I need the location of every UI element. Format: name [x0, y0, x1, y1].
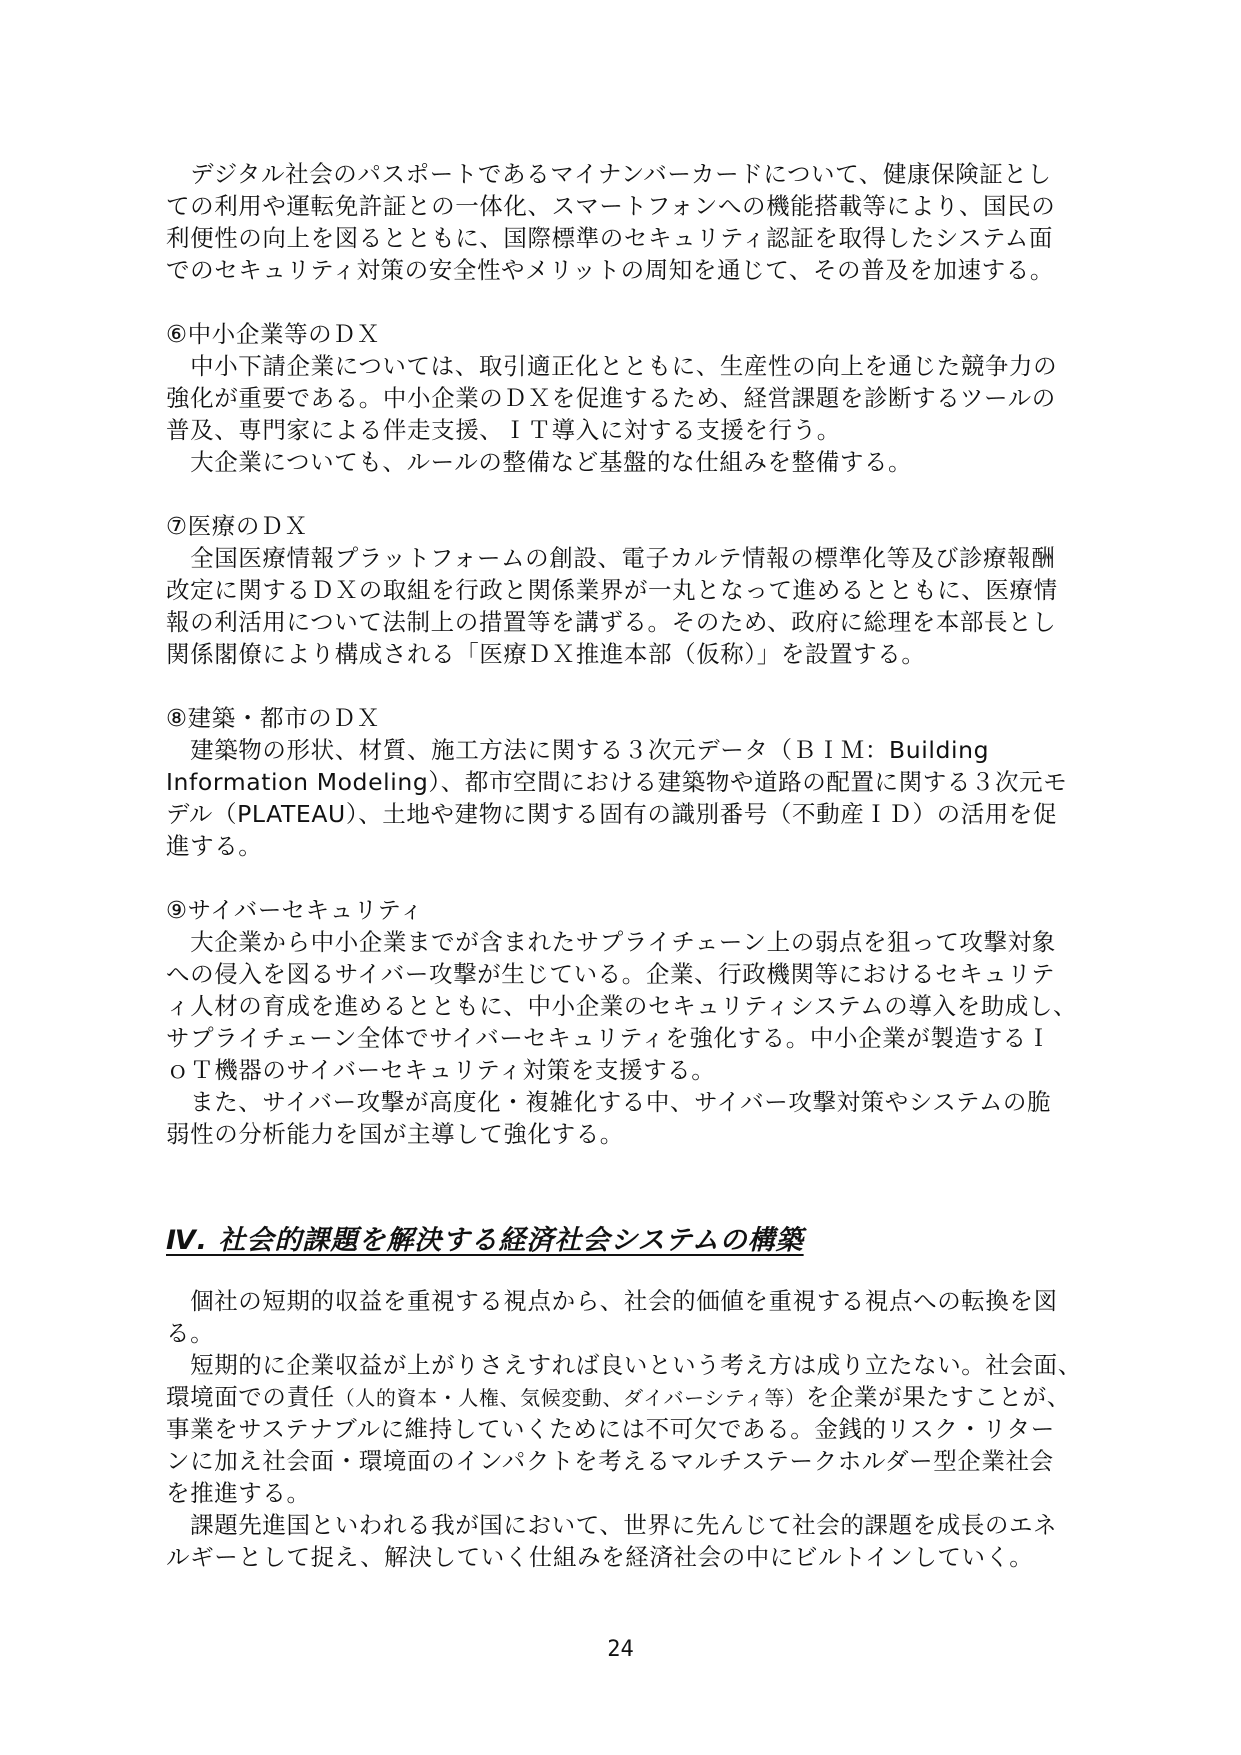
sme-line: 大企業についても、ルールの整備など基盤的な仕組みを整備する。	[166, 448, 913, 476]
cyber-line: サプライチェーン全体でサイバーセキュリティを強化する。中小企業が製造するＩ	[166, 1024, 1051, 1052]
chapter-heading: Ⅳ. 社会的課題を解決する経済社会システムの構築	[166, 1225, 804, 1256]
cyber-line: 大企業から中小企業までが含まれたサプライチェーン上の弱点を狙って攻撃対象	[166, 928, 1056, 956]
section4-line: 事業をサステナブルに維持していくためには不可欠である。金銭的リスク・リター	[166, 1415, 1055, 1443]
architecture-line: 建築物の形状、材質、施工方法に関する３次元データ（ＢＩＭ：Building	[166, 736, 990, 764]
section4-line: る。	[166, 1319, 215, 1347]
sme-line: 普及、専門家による伴走支援、ＩＴ導入に対する支援を行う。	[166, 416, 841, 444]
section4-line: ルギーとして捉え、解決していく仕組みを経済社会の中にビルトインしていく。	[166, 1543, 1034, 1571]
cyber-line: への侵入を図るサイバー攻撃が生じている。企業、行政機関等におけるセキュリテ	[166, 960, 1056, 988]
section4-line: 個社の短期的収益を重視する視点から、社会的価値を重視する視点への転換を図	[166, 1287, 1058, 1315]
sme-line: 中小下請企業については、取引適正化とともに、生産性の向上を通じた競争力の	[166, 352, 1058, 380]
section-title-sme-dx: ⑥中小企業等のＤＸ	[166, 320, 381, 348]
cyber-line: ィ人材の育成を進めるとともに、中小企業のセキュリティシステムの導入を助成し、	[166, 992, 1078, 1020]
architecture-line: デル（PLATEAU）、土地や建物に関する固有の識別番号（不動産ＩＤ）の活用を促	[166, 800, 1058, 828]
page-number: 24	[607, 1637, 634, 1662]
medical-line: 改定に関するＤＸの取組を行政と関係業界が一丸となって進めるとともに、医療情	[166, 576, 1058, 604]
section-title-architecture-dx: ⑧建築・都市のＤＸ	[166, 704, 381, 732]
intro-line: ての利用や運転免許証との一体化、スマートフォンへの機能搭載等により、国民の	[166, 192, 1056, 220]
section4-line-text: を企業が果たすことが、	[805, 1383, 1071, 1411]
architecture-line: 進する。	[166, 832, 263, 860]
architecture-line: Information Modeling）、都市空間における建築物や道路の配置に関する３次元モ	[166, 768, 1068, 796]
section4-line-note: （人的資本・人権、気候変動、ダイバーシティ等）	[334, 1386, 806, 1410]
section-title-cyber-security: ⑨サイバーセキュリティ	[166, 896, 424, 924]
section-title-medical-dx: ⑦医療のＤＸ	[166, 512, 309, 540]
intro-line: デジタル社会のパスポートであるマイナンバーカードについて、健康保険証とし	[166, 160, 1052, 188]
medical-line: 報の利活用について法制上の措置等を講ずる。そのため、政府に総理を本部長とし	[166, 608, 1057, 636]
section4-line: を推進する。	[166, 1479, 311, 1507]
section4-line	[166, 1381, 1106, 1413]
intro-line: 利便性の向上を図るとともに、国際標準のセキュリティ認証を取得したシステム面	[166, 224, 1053, 252]
medical-line: 全国医療情報プラットフォームの創設、電子カルテ情報の標準化等及び診療報酬	[166, 544, 1056, 572]
section4-line: 短期的に企業収益が上がりさえすれば良いという考え方は成り立たない。社会面、	[166, 1351, 1082, 1379]
section4-line-text: 環境面での責任	[166, 1383, 335, 1411]
cyber-line: 弱性の分析能力を国が主導して強化する。	[166, 1120, 624, 1148]
section4-line: ンに加え社会面・環境面のインパクトを考えるマルチステークホルダー型企業社会	[166, 1447, 1054, 1475]
intro-line: でのセキュリティ対策の安全性やメリットの周知を通じて、その普及を加速する。	[166, 256, 1054, 284]
medical-line: 関係閣僚により構成される「医療ＤＸ推進本部（仮称）」を設置する。	[166, 640, 926, 668]
cyber-line: ｏＴ機器のサイバーセキュリティ対策を支援する。	[166, 1056, 716, 1084]
cyber-line: また、サイバー攻撃が高度化・複雑化する中、サイバー攻撃対策やシステムの脆	[166, 1088, 1052, 1116]
sme-line: 強化が重要である。中小企業のＤＸを促進するため、経営課題を診断するツールの	[166, 384, 1056, 412]
section4-line: 課題先進国といわれる我が国において、世界に先んじて社会的課題を成長のエネ	[166, 1511, 1058, 1539]
